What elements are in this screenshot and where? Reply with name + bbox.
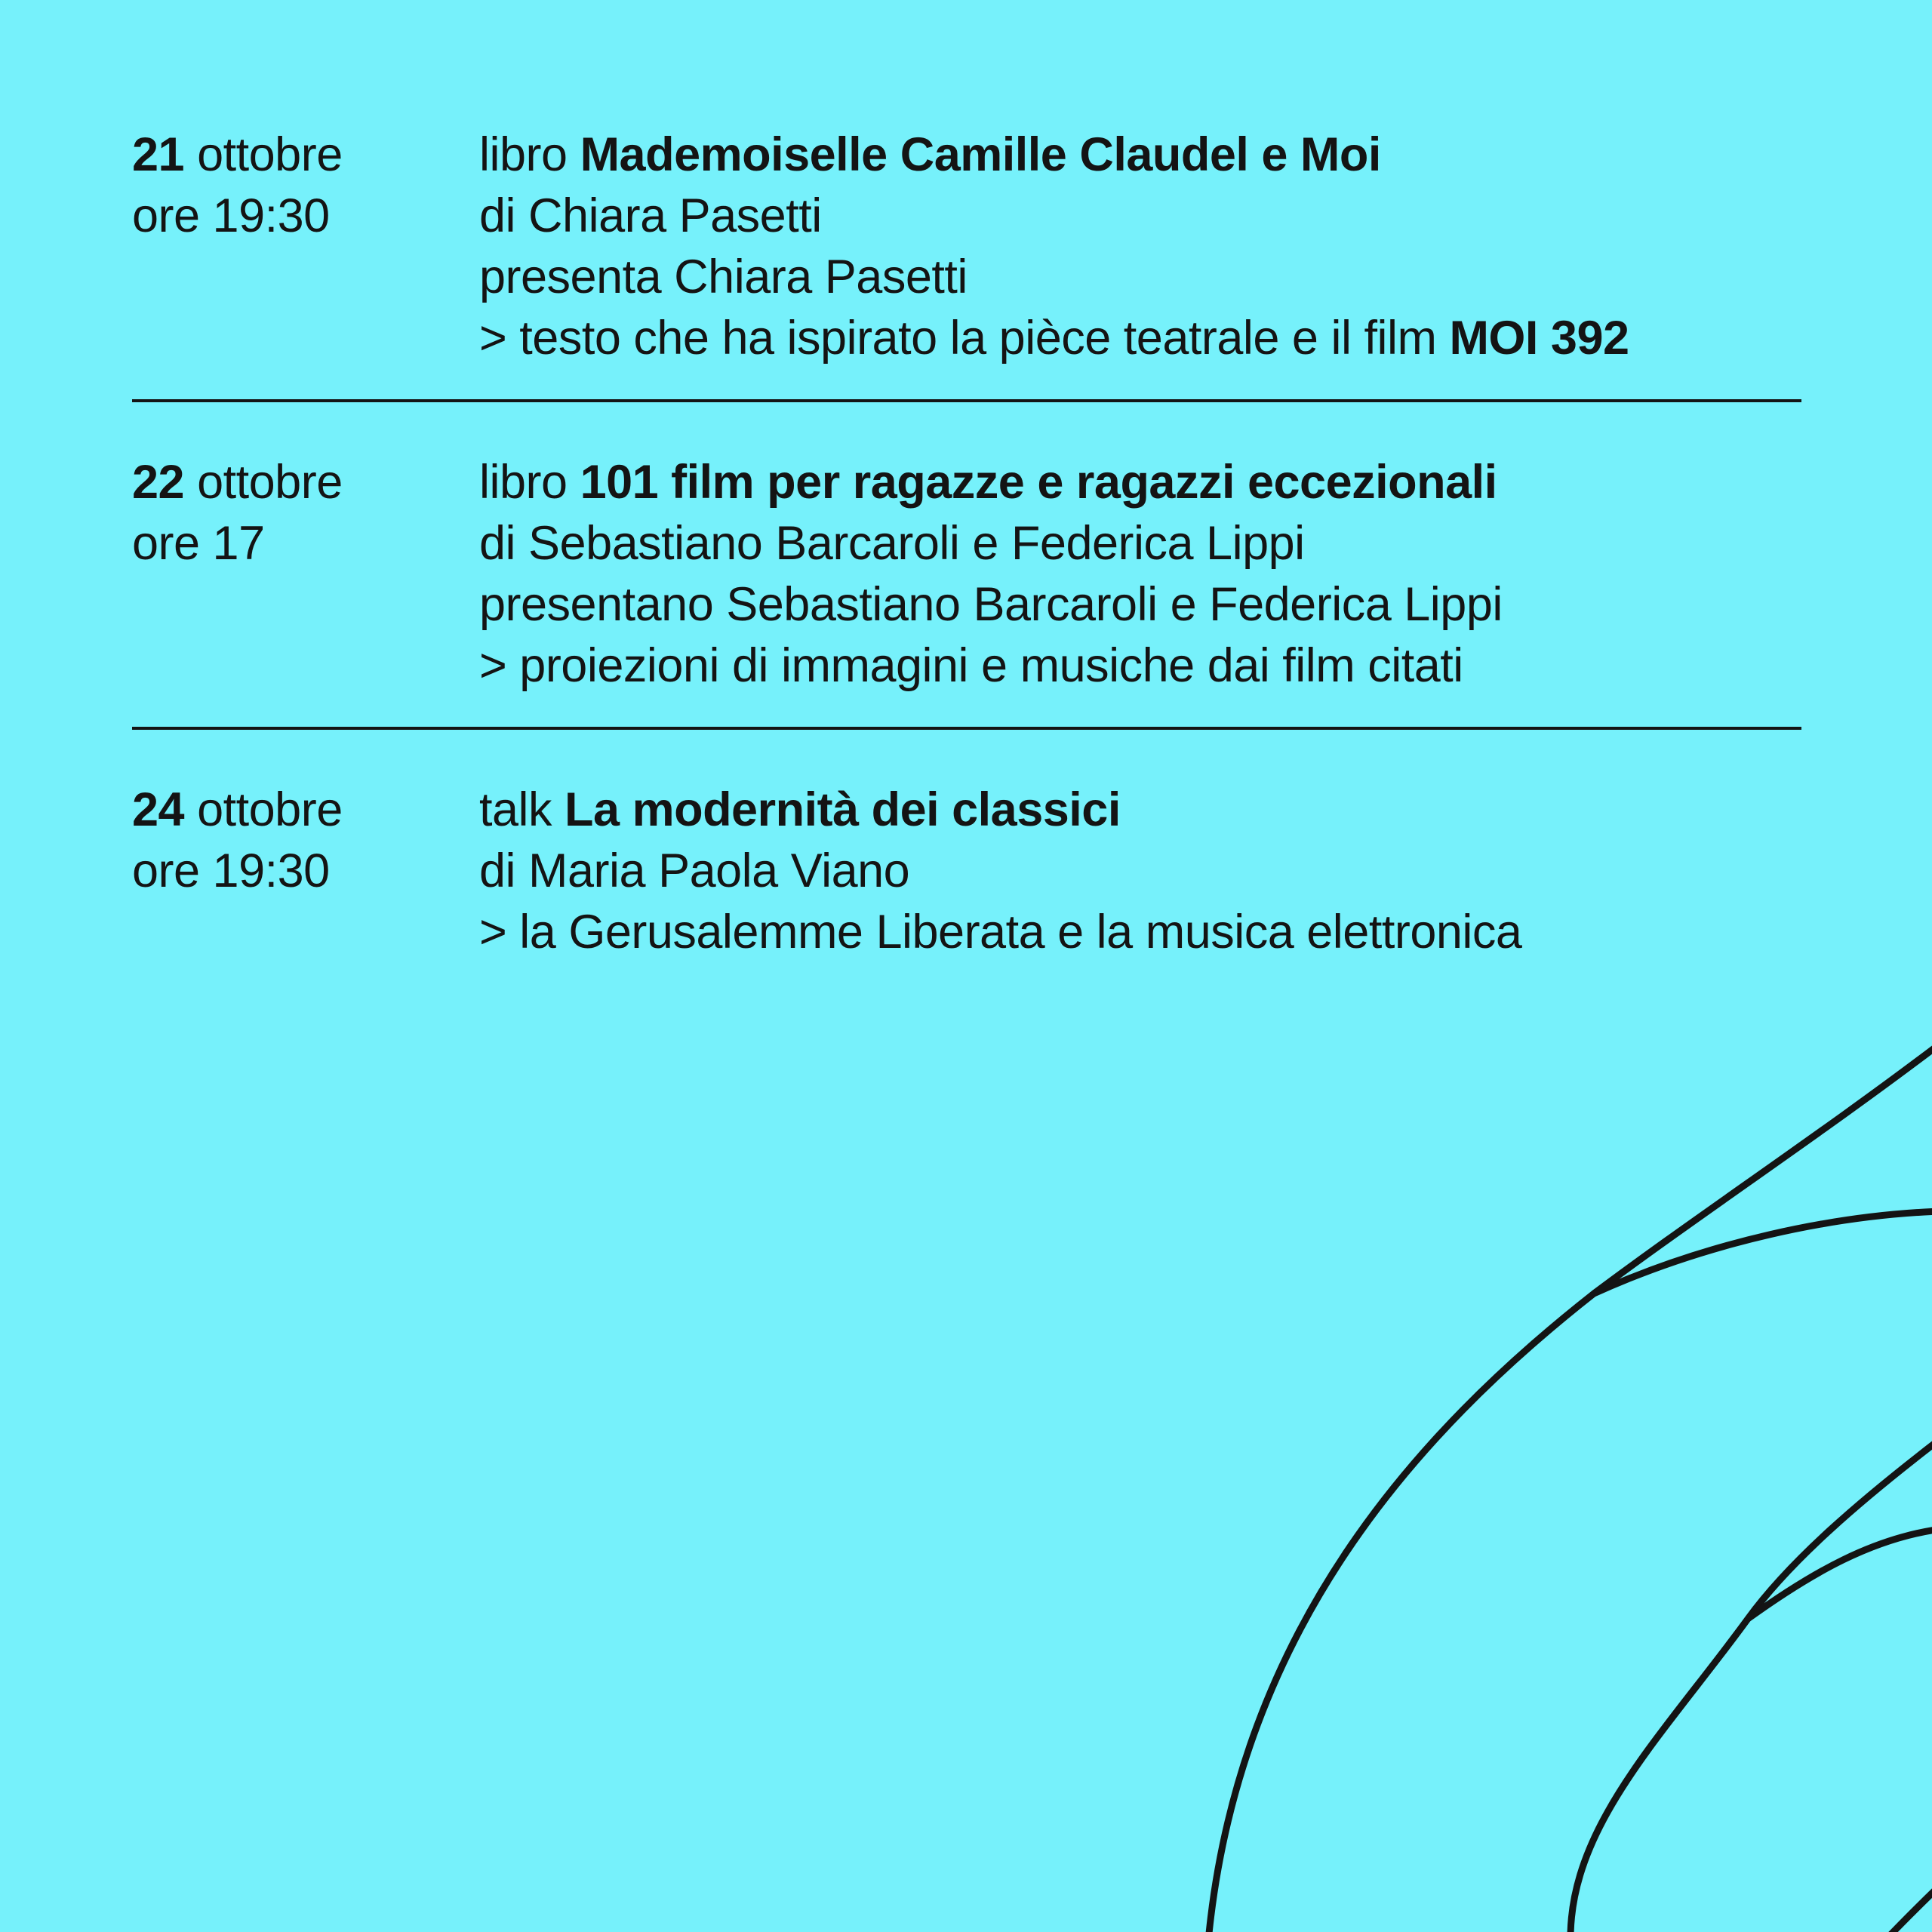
event-1-author-line: di Chiara Pasetti xyxy=(479,189,822,242)
corner-arc xyxy=(1884,1884,1932,1932)
event-2-note-line: > proiezioni di immagini e musiche dai film citati xyxy=(479,639,1463,692)
divider xyxy=(132,727,1801,730)
event-1-note: > testo che ha ispirato la pièce teatrale e il film xyxy=(479,312,1437,365)
event-block-1 xyxy=(132,125,1801,369)
event-block-3 xyxy=(132,780,1801,963)
event-2-month: ottobre xyxy=(197,456,343,509)
event-1-kind-label: libro xyxy=(479,128,568,181)
event-2-title-line xyxy=(479,452,1503,513)
event-1-details xyxy=(479,125,1629,369)
event-1-date xyxy=(132,125,479,186)
event-2-details xyxy=(479,452,1503,697)
event-2-author-line: di Sebastiano Barcaroli e Federica Lippi xyxy=(479,517,1305,570)
event-2-presenter-line: presentano Sebastiano Barcaroli e Federica Lippi xyxy=(479,578,1503,631)
event-3-note-line: > la Gerusalemme Liberata e la musica elettronica xyxy=(479,906,1522,958)
event-1-note-line xyxy=(479,308,1629,369)
event-3-datetime xyxy=(132,780,479,963)
event-3-day: 24 xyxy=(132,783,185,836)
event-1-title-line xyxy=(479,125,1629,186)
event-2-title: 101 film per ragazze e ragazzi eccezionali xyxy=(580,456,1497,509)
event-1-time: ore 19:30 xyxy=(132,189,330,242)
program-list xyxy=(132,125,1801,963)
large-sweep-arc xyxy=(1208,1043,1932,1932)
event-1-note-highlight: MOI 392 xyxy=(1449,312,1629,365)
event-1-month: ottobre xyxy=(197,128,343,181)
event-1-day: 21 xyxy=(132,128,185,181)
event-2-date xyxy=(132,452,479,513)
event-3-title: La modernità dei classici xyxy=(565,783,1121,836)
event-1-datetime xyxy=(132,125,479,369)
event-2-datetime xyxy=(132,452,479,697)
event-2-time: ore 17 xyxy=(132,517,265,570)
event-3-date xyxy=(132,780,479,841)
event-3-author-line: di Maria Paola Viano xyxy=(479,844,910,897)
event-1-presenter-line: presenta Chiara Pasetti xyxy=(479,251,968,303)
event-2-day: 22 xyxy=(132,456,185,509)
event-3-details xyxy=(479,780,1521,963)
event-3-time: ore 19:30 xyxy=(132,844,330,897)
event-3-kind-label: talk xyxy=(479,783,552,836)
event-block-2 xyxy=(132,452,1801,697)
event-3-month: ottobre xyxy=(197,783,343,836)
small-tangent-circle-arc xyxy=(1748,1529,1932,1619)
event-3-title-line xyxy=(479,780,1521,841)
small-sweep-arc xyxy=(1571,1438,1932,1932)
divider xyxy=(132,399,1801,402)
event-2-kind-label: libro xyxy=(479,456,568,509)
event-1-title: Mademoiselle Camille Claudel e Moi xyxy=(580,128,1381,181)
